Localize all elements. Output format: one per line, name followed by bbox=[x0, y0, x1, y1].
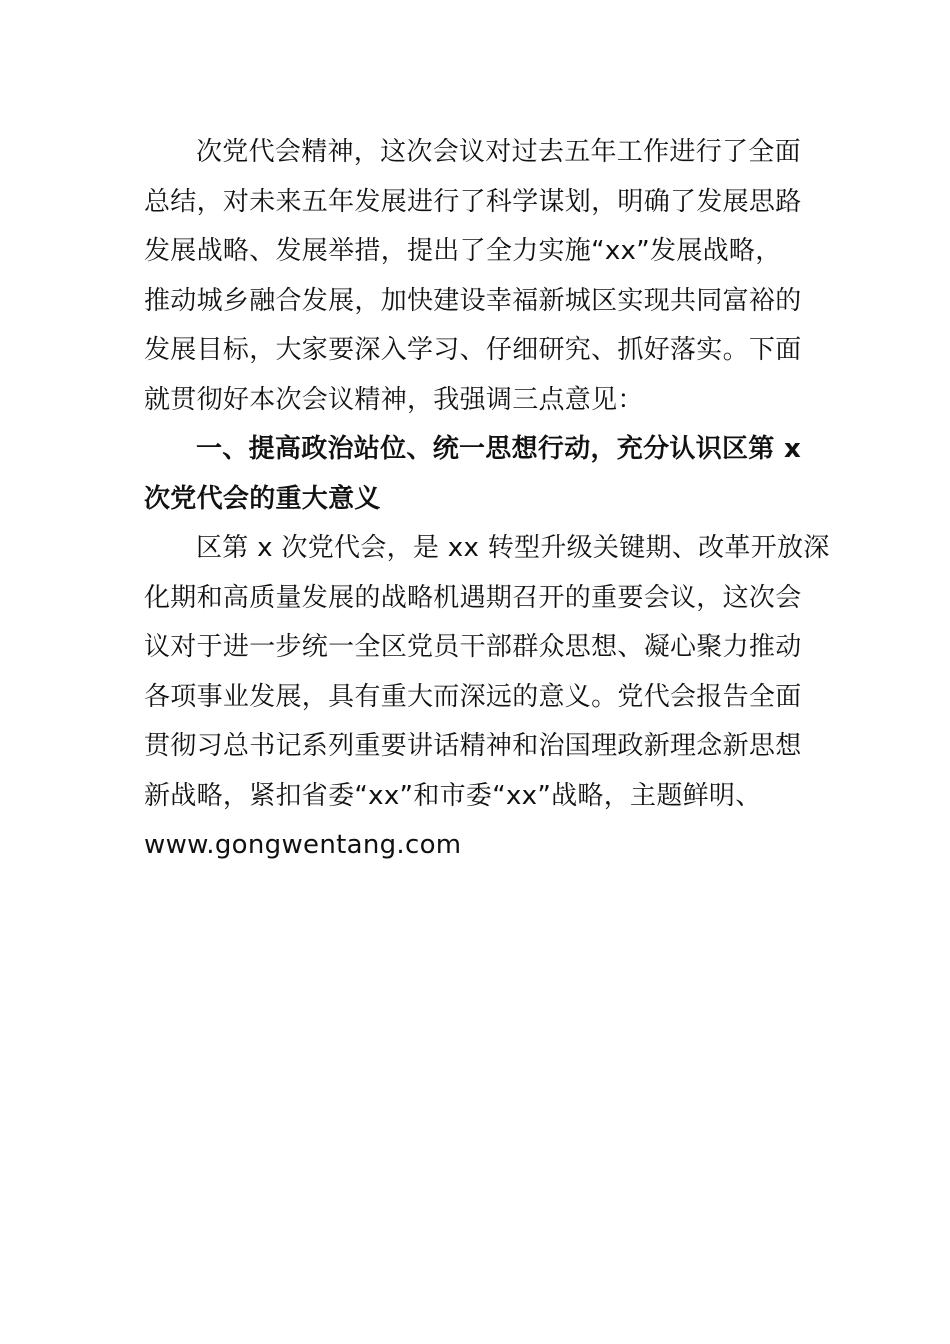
body-line: 次党代会精神，这次会议对过去五年工作进行了全面 bbox=[196, 137, 801, 167]
body-line: 推动城乡融合发展，加快建设幸福新城区实现共同富裕的 bbox=[144, 285, 802, 316]
body-line: 新战略，紧扣省委“xx”和市委“xx”战略，主题鲜明、 bbox=[144, 780, 762, 811]
body-line: 发展战略、发展举措，提出了全力实施“xx”发展战略， bbox=[144, 236, 782, 266]
source-url: www.gongwentang.com bbox=[144, 830, 462, 860]
section-heading-line: 一、提高政治站位、统一思想行动，充分认识区第 x bbox=[196, 434, 802, 464]
section-heading-line: 次党代会的重大意义 bbox=[144, 483, 381, 514]
body-line: 就贯彻好本次会议精神，我强调三点意见： bbox=[144, 384, 644, 415]
body-line: 各项事业发展，具有重大而深远的意义。党代会报告全面 bbox=[144, 681, 802, 712]
body-line: 区第 x 次党代会，是 xx 转型升级关键期、改革开放深 bbox=[196, 533, 830, 563]
body-line: 发展目标，大家要深入学习、仔细研究、抓好落实。下面 bbox=[144, 335, 802, 365]
document-body bbox=[144, 128, 834, 871]
body-line: 贯彻习总书记系列重要讲话精神和治国理政新理念新思想 bbox=[144, 731, 802, 761]
body-line: 化期和高质量发展的战略机遇期召开的重要会议，这次会 bbox=[144, 582, 802, 613]
body-line: 议对于进一步统一全区党员干部群众思想、凝心聚力推动 bbox=[144, 632, 802, 662]
body-line: 总结，对未来五年发展进行了科学谋划，明确了发展思路 bbox=[144, 186, 802, 217]
